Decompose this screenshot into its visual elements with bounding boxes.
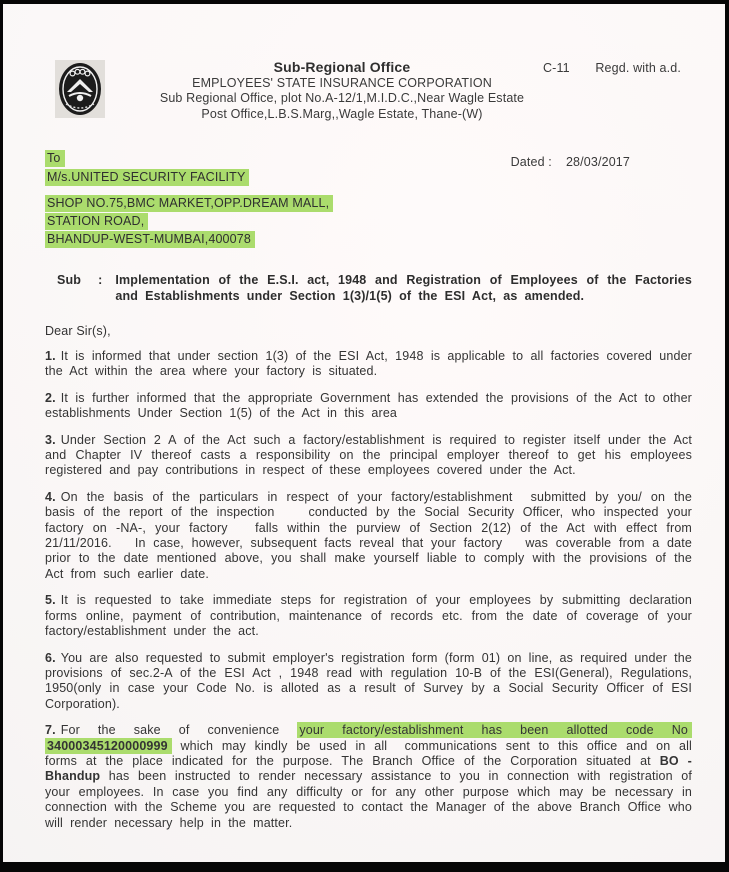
dated-label: Dated : xyxy=(510,155,552,169)
paragraph-number: 4. xyxy=(45,489,56,504)
paragraph-text: BO - Bhandup xyxy=(45,753,692,784)
paragraph-text: Under Section 2 A of the Act such a factory/establishment is required to register itself under the Act and Chapter IV thereof casts a responsibility on the principal employer thereof to get his employees registered and pay contributions in respect of these employees covered under the Act. xyxy=(45,432,692,478)
office-title: Sub-Regional Office xyxy=(273,59,411,75)
recipient-name: M/s.UNITED SECURITY FACILITY xyxy=(45,169,249,186)
paragraph-number: 6. xyxy=(45,650,56,665)
paragraph-text: It is informed that under section 1(3) of the ESI Act, 1948 is applicable to all factories covered under the Act within the area where your factory is situated. xyxy=(45,349,692,379)
header-ref xyxy=(543,61,681,75)
paragraph xyxy=(45,349,692,380)
paragraph-text: You are also requested to submit employer's registration form (form 01) on line, as required under the provisions of sec.2-A of the ESI Act , 1948 read with regulation 10-B of the ESI(General), Regulations, 1950(only in case your Code No. is alloted as a result of Survey by a Social Security Officer of ESI Corporation). xyxy=(45,650,692,711)
subject-text: Implementation of the E.S.I. act, 1948 and Registration of Employees of the Factories and Establishments under Section 1(3)/1(5) of the ESI Act, as amended. xyxy=(115,273,692,303)
regd-note: Regd. with a.d. xyxy=(595,61,681,75)
highlighted-text: 34000345120000999 xyxy=(45,738,172,754)
ref-code: C-11 xyxy=(542,61,570,75)
recipient-block xyxy=(45,150,692,249)
subject-block xyxy=(45,273,692,304)
paragraph xyxy=(45,433,692,479)
paragraph-text: It is further informed that the appropriate Government has extended the provisions of the Act to other establishments Under Section 1(5) of the Act in this area xyxy=(45,390,692,421)
dated-value: 28/03/2017 xyxy=(565,155,630,169)
esic-emblem-icon xyxy=(55,60,105,118)
recipient-address xyxy=(45,195,692,249)
paragraph-number: 5. xyxy=(45,593,56,608)
subject-colon: : xyxy=(98,273,103,287)
paragraph-number: 3. xyxy=(45,432,56,447)
paragraph-text: It is requested to take immediate steps for registration of your employees by submitting declaration forms online, payment of contribution, maintenance of records etc. from the date of coverage of your factory/establishment under the act. xyxy=(45,593,692,639)
letter-page xyxy=(3,4,725,862)
paragraph xyxy=(45,651,692,713)
paragraph-text: has been instructed to render necessary assistance to you in connection with registration of your employees. In case you find any difficulty or for any other purpose which may be necessary in connection with the Scheme you are requested to contact the Manager of the above Branch Office who will render necessary help in the matter. xyxy=(45,769,692,830)
to-label: To xyxy=(45,150,65,167)
paragraph xyxy=(45,490,692,582)
paragraph-text: For the sake of convenience xyxy=(60,723,298,738)
dated-line xyxy=(511,155,630,170)
paragraph-text: which may kindly be used in all communications sent to this office and on all forms at the place indicated for the purpose. The Branch Office of the Corporation situated at xyxy=(45,738,692,768)
highlighted-text: your factory/establishment has been allotted code No xyxy=(297,722,692,738)
subject-label: Sub xyxy=(57,273,82,287)
recipient-address-line: SHOP NO.75,BMC MARKET,OPP.DREAM MALL, xyxy=(45,195,333,212)
recipient-address-line: STATION ROAD, xyxy=(45,213,148,230)
office-address-line-1: Sub Regional Office, plot No.A-12/1,M.I.D.C.,Near Wagle Estate xyxy=(159,91,525,105)
paragraph xyxy=(45,593,692,639)
paragraph-number: 7. xyxy=(45,723,56,738)
recipient-address-line: BHANDUP-WEST-MUMBAI,400078 xyxy=(45,231,255,248)
paragraphs xyxy=(45,349,692,831)
paragraph-text: On the basis of the particulars in respect of your factory/establishment submitted by you/ on the basis of the report of the inspection conducted by the Social Security Officer, who inspected your factory on -NA-, your factory falls within the purview of Section 2(12) of the Act with effect from 21/11/2016. In case, however, subsequent facts reveal that your factory was coverable from a date prior to the date mentioned above, you shall make yourself liable to comply with the provisions of the Act from such earlier date. xyxy=(45,489,692,581)
paragraph xyxy=(45,723,692,831)
letter-body xyxy=(3,150,725,831)
paragraph xyxy=(45,391,692,422)
corporation-name: EMPLOYEES' STATE INSURANCE CORPORATION xyxy=(192,75,492,90)
office-address-line-2: Post Office,L.B.S.Marg,,Wagle Estate, Thane-(W) xyxy=(201,106,483,121)
paragraph-number: 1. xyxy=(45,349,56,363)
paragraph-number: 2. xyxy=(45,390,56,405)
greeting: Dear Sir(s), xyxy=(45,324,111,338)
letterhead xyxy=(3,60,725,132)
